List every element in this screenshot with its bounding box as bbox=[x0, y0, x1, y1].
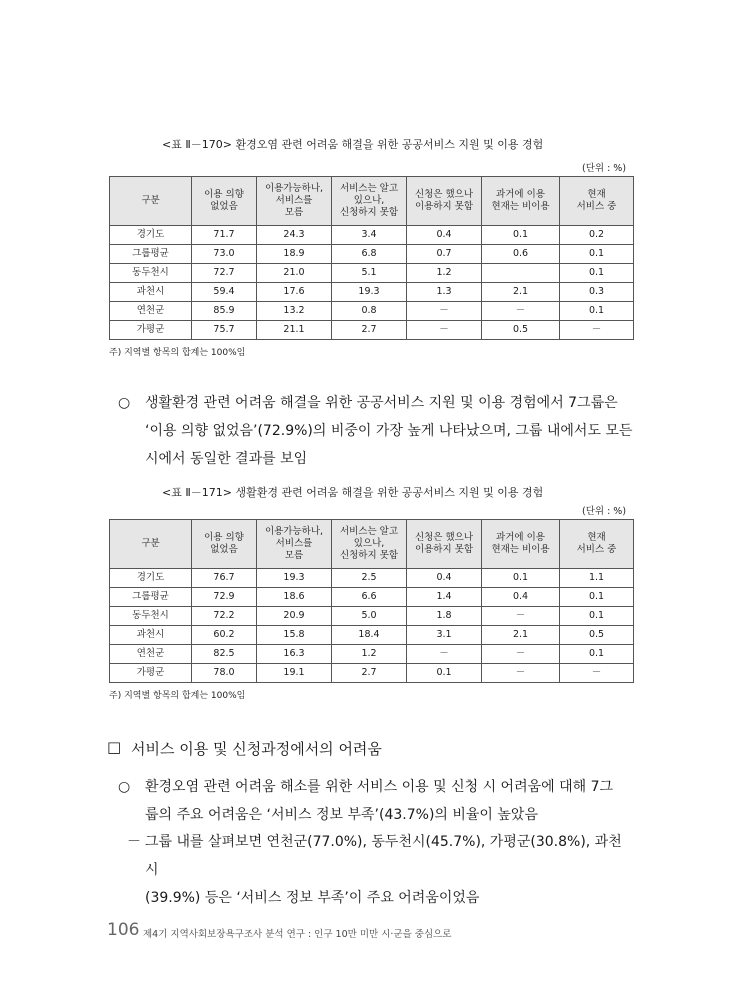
table-cell: 19.1 bbox=[257, 664, 332, 683]
column-header: 현재 서비스 중 bbox=[560, 520, 634, 569]
table-cell: 0.7 bbox=[407, 245, 482, 264]
table2-unit: (단위 : %) bbox=[582, 506, 627, 517]
table-cell: 13.2 bbox=[257, 302, 332, 321]
paragraph1-line: 시에서 동일한 결과를 보임 bbox=[145, 451, 308, 467]
table-cell: 20.9 bbox=[257, 607, 332, 626]
footer-text: 제4기 지역사회보장욕구조사 분석 연구 : 인구 10만 미만 시·군을 중심으로 bbox=[143, 929, 452, 940]
table-cell: 0.4 bbox=[407, 569, 482, 588]
table-cell: － bbox=[560, 321, 634, 340]
table-row bbox=[110, 626, 634, 645]
table-row bbox=[110, 226, 634, 245]
column-header: 현재 서비스 중 bbox=[560, 177, 634, 226]
table-cell: 5.0 bbox=[332, 607, 407, 626]
table-cell: 85.9 bbox=[192, 302, 257, 321]
row-label: 가평군 bbox=[110, 321, 192, 340]
column-header: 과거에 이용 현재는 비이용 bbox=[482, 177, 560, 226]
table-cell: 82.5 bbox=[192, 645, 257, 664]
table-cell: － bbox=[407, 321, 482, 340]
row-label: 경기도 bbox=[110, 226, 192, 245]
column-header: 신청은 했으나 이용하지 못함 bbox=[407, 177, 482, 226]
table-cell: 75.7 bbox=[192, 321, 257, 340]
column-header: 이용가능하나, 서비스를 모름 bbox=[257, 177, 332, 226]
table-cell: 1.8 bbox=[407, 607, 482, 626]
table-cell: － bbox=[482, 645, 560, 664]
table-cell: － bbox=[407, 645, 482, 664]
table-cell: 2.1 bbox=[482, 626, 560, 645]
table-cell: － bbox=[482, 664, 560, 683]
paragraph2-line: 룹의 주요 어려움은 ‘서비스 정보 부족’(43.7%)의 비율이 높았음 bbox=[145, 807, 538, 823]
section-title: 서비스 이용 및 신청과정에서의 어려움 bbox=[131, 740, 382, 758]
table-header-row bbox=[110, 177, 634, 226]
table-cell: 18.4 bbox=[332, 626, 407, 645]
column-header: 구분 bbox=[110, 177, 192, 226]
table-row bbox=[110, 245, 634, 264]
row-label: 그룹평균 bbox=[110, 588, 192, 607]
table-row bbox=[110, 264, 634, 283]
table-cell: 0.4 bbox=[407, 226, 482, 245]
table-cell: 0.1 bbox=[560, 607, 634, 626]
table-cell: 3.4 bbox=[332, 226, 407, 245]
row-label: 가평군 bbox=[110, 664, 192, 683]
table-cell: 0.5 bbox=[482, 321, 560, 340]
row-label: 그룹평균 bbox=[110, 245, 192, 264]
table-cell: 2.7 bbox=[332, 321, 407, 340]
paragraph1-line: ‘이용 의향 없었음’(72.9%)의 비중이 가장 높게 나타났으며, 그룹 내에서도 모든 bbox=[145, 423, 633, 439]
table-row bbox=[110, 645, 634, 664]
paragraph3-bullet: － bbox=[127, 834, 141, 850]
section-bullet: □ bbox=[107, 738, 122, 756]
table1-note: 주) 지역별 항목의 합계는 100%임 bbox=[109, 348, 246, 358]
paragraph2 bbox=[145, 773, 635, 829]
table-cell: 5.1 bbox=[332, 264, 407, 283]
paragraph1-bullet: ○ bbox=[118, 395, 131, 411]
table-cell: 76.7 bbox=[192, 569, 257, 588]
table-cell: 19.3 bbox=[332, 283, 407, 302]
table-cell: 0.1 bbox=[560, 588, 634, 607]
table-cell: 0.8 bbox=[332, 302, 407, 321]
table1-unit: (단위 : %) bbox=[582, 163, 627, 174]
table-cell: 2.5 bbox=[332, 569, 407, 588]
row-label: 경기도 bbox=[110, 569, 192, 588]
table2-caption: <표 Ⅱ－171> 생활환경 관련 어려움 해결을 위한 공공서비스 지원 및 이용 경험 bbox=[162, 486, 544, 499]
table-cell: 60.2 bbox=[192, 626, 257, 645]
table-cell bbox=[482, 264, 560, 283]
column-header: 구분 bbox=[110, 520, 192, 569]
table-row bbox=[110, 607, 634, 626]
page-number: 106 bbox=[107, 920, 140, 940]
table-cell: 18.6 bbox=[257, 588, 332, 607]
table-cell: 0.1 bbox=[560, 645, 634, 664]
paragraph1 bbox=[145, 389, 635, 473]
table-cell: 72.7 bbox=[192, 264, 257, 283]
table-cell: 21.0 bbox=[257, 264, 332, 283]
row-label: 연천군 bbox=[110, 302, 192, 321]
table2-note: 주) 지역별 항목의 합계는 100%임 bbox=[109, 691, 246, 701]
column-header: 이용 의향 없었음 bbox=[192, 520, 257, 569]
table-cell: － bbox=[482, 302, 560, 321]
column-header: 서비스는 알고 있으나, 신청하지 못함 bbox=[332, 520, 407, 569]
table-cell: － bbox=[482, 607, 560, 626]
table-row bbox=[110, 302, 634, 321]
table-cell: 6.8 bbox=[332, 245, 407, 264]
column-header: 신청은 했으나 이용하지 못함 bbox=[407, 520, 482, 569]
table-cell: 0.1 bbox=[482, 569, 560, 588]
paragraph2-bullet: ○ bbox=[118, 779, 131, 795]
table-cell: 6.6 bbox=[332, 588, 407, 607]
table-cell: 18.9 bbox=[257, 245, 332, 264]
column-header: 서비스는 알고 있으나, 신청하지 못함 bbox=[332, 177, 407, 226]
table-cell: 0.5 bbox=[560, 626, 634, 645]
table-row bbox=[110, 321, 634, 340]
table-cell: 16.3 bbox=[257, 645, 332, 664]
row-label: 과천시 bbox=[110, 626, 192, 645]
table-cell: 0.6 bbox=[482, 245, 560, 264]
table-cell: 0.3 bbox=[560, 283, 634, 302]
table-row bbox=[110, 283, 634, 302]
table1 bbox=[109, 176, 634, 340]
table-cell: 17.6 bbox=[257, 283, 332, 302]
table-cell: 2.1 bbox=[482, 283, 560, 302]
table-cell: 1.4 bbox=[407, 588, 482, 607]
column-header: 이용가능하나, 서비스를 모름 bbox=[257, 520, 332, 569]
table1-caption: <표 Ⅱ－170> 환경오염 관련 어려움 해결을 위한 공공서비스 지원 및 이용 경험 bbox=[162, 138, 544, 151]
table-cell: 73.0 bbox=[192, 245, 257, 264]
table-cell: 78.0 bbox=[192, 664, 257, 683]
table-cell: 72.9 bbox=[192, 588, 257, 607]
paragraph3 bbox=[145, 828, 635, 912]
row-label: 동두천시 bbox=[110, 607, 192, 626]
table-cell: 19.3 bbox=[257, 569, 332, 588]
table-cell: 1.2 bbox=[407, 264, 482, 283]
table-cell: 0.1 bbox=[560, 264, 634, 283]
table-cell: 1.3 bbox=[407, 283, 482, 302]
table-cell: 1.2 bbox=[332, 645, 407, 664]
table-row bbox=[110, 569, 634, 588]
paragraph2-line: 환경오염 관련 어려움 해소를 위한 서비스 이용 및 신청 시 어려움에 대해 7그 bbox=[145, 779, 614, 795]
table-cell: 0.4 bbox=[482, 588, 560, 607]
paragraph1-line: 생활환경 관련 어려움 해결을 위한 공공서비스 지원 및 이용 경험에서 7그룹은 bbox=[145, 395, 618, 411]
paragraph3-line: 그룹 내를 살펴보면 연천군(77.0%), 동두천시(45.7%), 가평군(30.8%), 과천시 bbox=[145, 834, 622, 878]
table-cell: 0.2 bbox=[560, 226, 634, 245]
paragraph3-line: (39.9%) 등은 ‘서비스 정보 부족’이 주요 어려움이었음 bbox=[145, 890, 480, 906]
table-cell: 59.4 bbox=[192, 283, 257, 302]
table-row bbox=[110, 664, 634, 683]
table-cell: 2.7 bbox=[332, 664, 407, 683]
row-label: 과천시 bbox=[110, 283, 192, 302]
row-label: 연천군 bbox=[110, 645, 192, 664]
column-header: 이용 의향 없었음 bbox=[192, 177, 257, 226]
table-cell: 72.2 bbox=[192, 607, 257, 626]
table-header-row bbox=[110, 520, 634, 569]
table-cell: 21.1 bbox=[257, 321, 332, 340]
table-cell: 0.1 bbox=[560, 302, 634, 321]
table-cell: 0.1 bbox=[560, 245, 634, 264]
table-cell: 71.7 bbox=[192, 226, 257, 245]
table-cell: 1.1 bbox=[560, 569, 634, 588]
table-cell: 15.8 bbox=[257, 626, 332, 645]
table-cell: 3.1 bbox=[407, 626, 482, 645]
table2 bbox=[109, 519, 634, 683]
table-cell: － bbox=[560, 664, 634, 683]
table-row bbox=[110, 588, 634, 607]
table-cell: 0.1 bbox=[407, 664, 482, 683]
table-cell: 0.1 bbox=[482, 226, 560, 245]
column-header: 과거에 이용 현재는 비이용 bbox=[482, 520, 560, 569]
row-label: 동두천시 bbox=[110, 264, 192, 283]
table-cell: 24.3 bbox=[257, 226, 332, 245]
table-cell: － bbox=[407, 302, 482, 321]
